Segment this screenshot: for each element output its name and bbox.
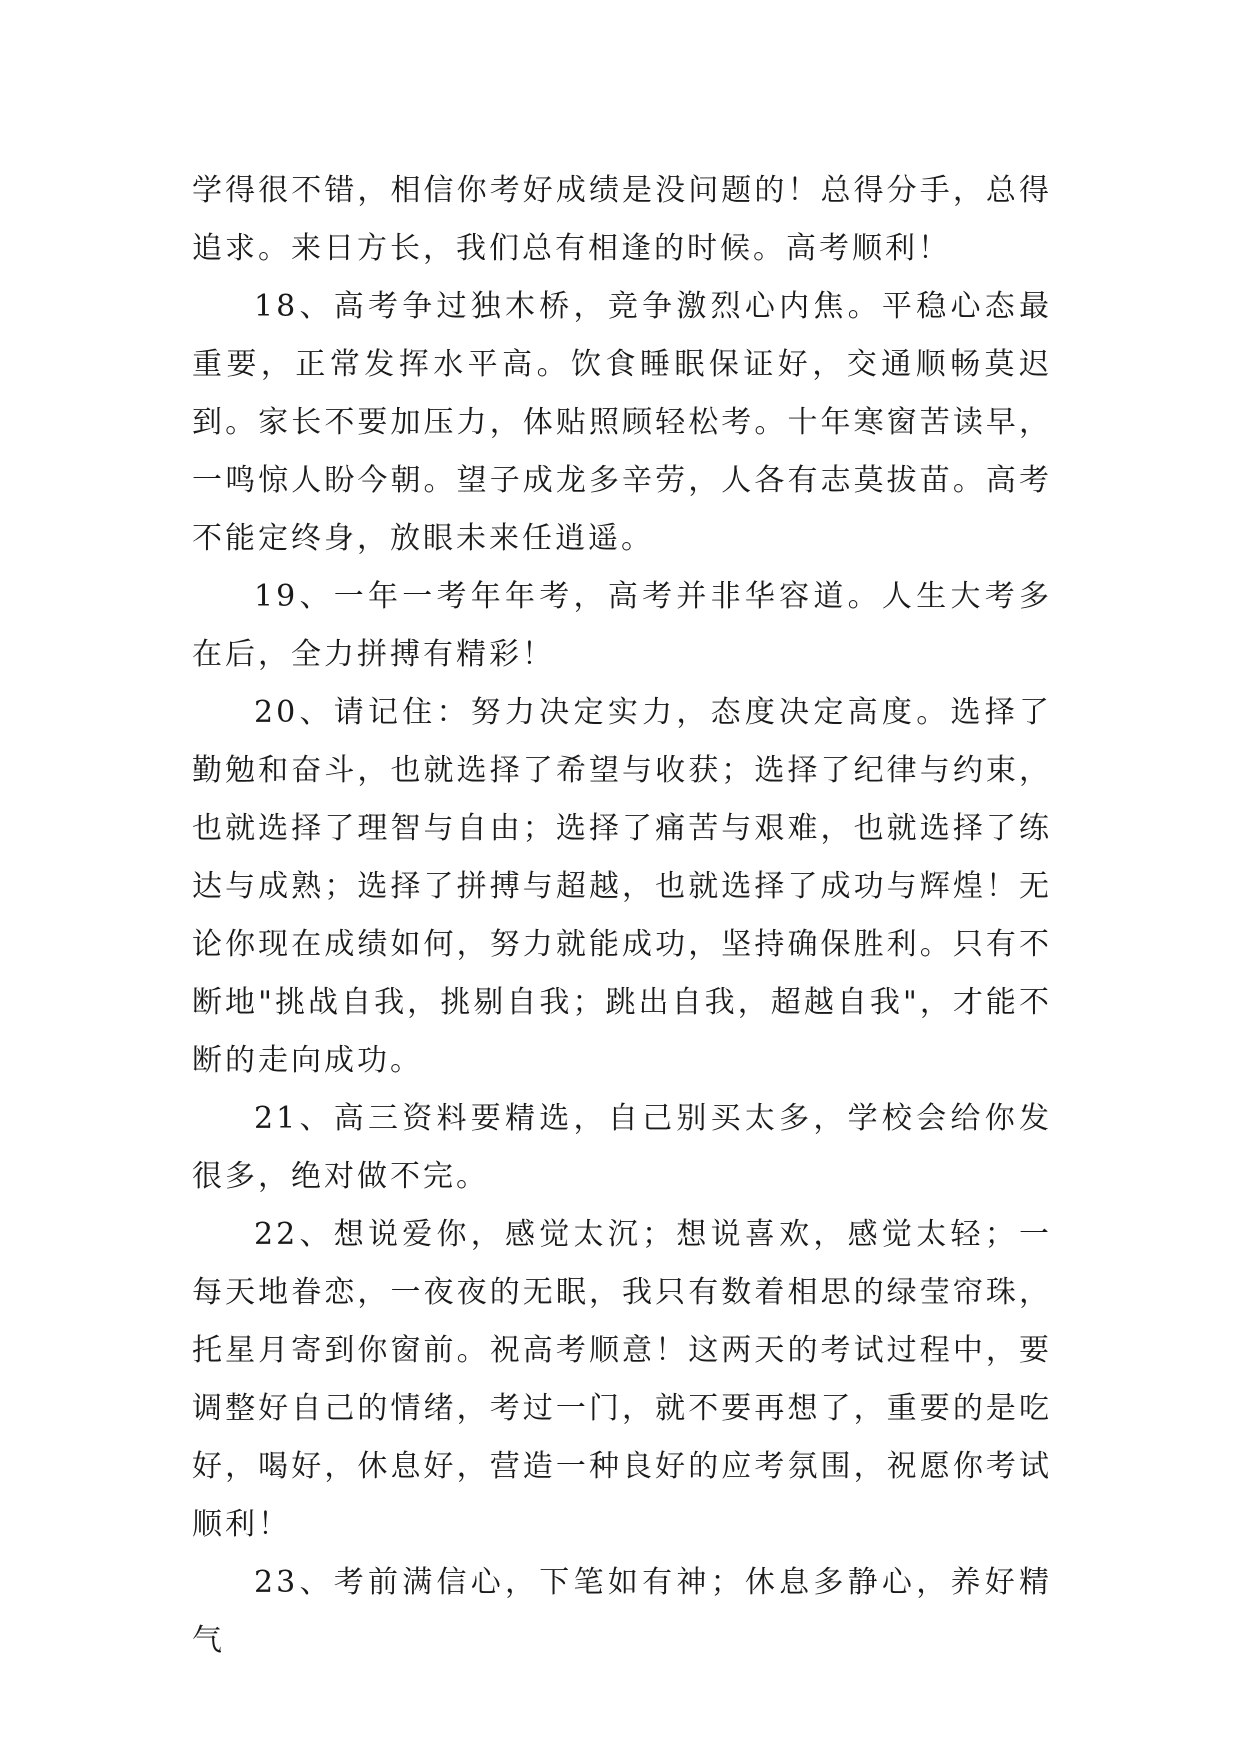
paragraph-19: 19、一年一考年年考，高考并非华容道。人生大考多在后，全力拼搏有精彩！ (192, 579, 1052, 672)
paragraph-23: 23、考前满信心，下笔如有神；休息多静心，养好精气 (192, 1565, 1052, 1658)
document-body (192, 162, 1052, 1670)
paragraph-21: 21、高三资料要精选，自己别买太多，学校会给你发很多，绝对做不完。 (192, 1101, 1052, 1194)
paragraph-18: 18、高考争过独木桥，竞争激烈心内焦。平稳心态最重要，正常发挥水平高。饮食睡眠保证好，交通顺畅莫迟到。家长不要加压力，体贴照顾轻松考。十年寒窗苦读早，一鸣惊人盼今朝。望子成龙多辛劳，人各有志莫拔苗。高考不能定终身，放眼未来任逍遥。 (192, 289, 1052, 556)
paragraph-17-continuation: 学得很不错，相信你考好成绩是没问题的！总得分手，总得追求。来日方长，我们总有相逢的时候。高考顺利！ (192, 173, 1052, 266)
paragraph-22: 22、想说爱你，感觉太沉；想说喜欢，感觉太轻；一每天地眷恋，一夜夜的无眠，我只有数着相思的绿莹帘珠，托星月寄到你窗前。祝高考顺意！这两天的考试过程中，要调整好自己的情绪，考过一门，就不要再想了，重要的是吃好，喝好，休息好，营造一种良好的应考氛围，祝愿你考试顺利！ (192, 1217, 1052, 1542)
paragraph-20: 20、请记住：努力决定实力，态度决定高度。选择了勤勉和奋斗，也就选择了希望与收获；选择了纪律与约束，也就选择了理智与自由；选择了痛苦与艰难，也就选择了练达与成熟；选择了拼搏与超越，也就选择了成功与辉煌！无论你现在成绩如何，努力就能成功，坚持确保胜利。只有不断地"挑战自我，挑剔自我；跳出自我，超越自我"，才能不断的走向成功。 (192, 695, 1052, 1078)
